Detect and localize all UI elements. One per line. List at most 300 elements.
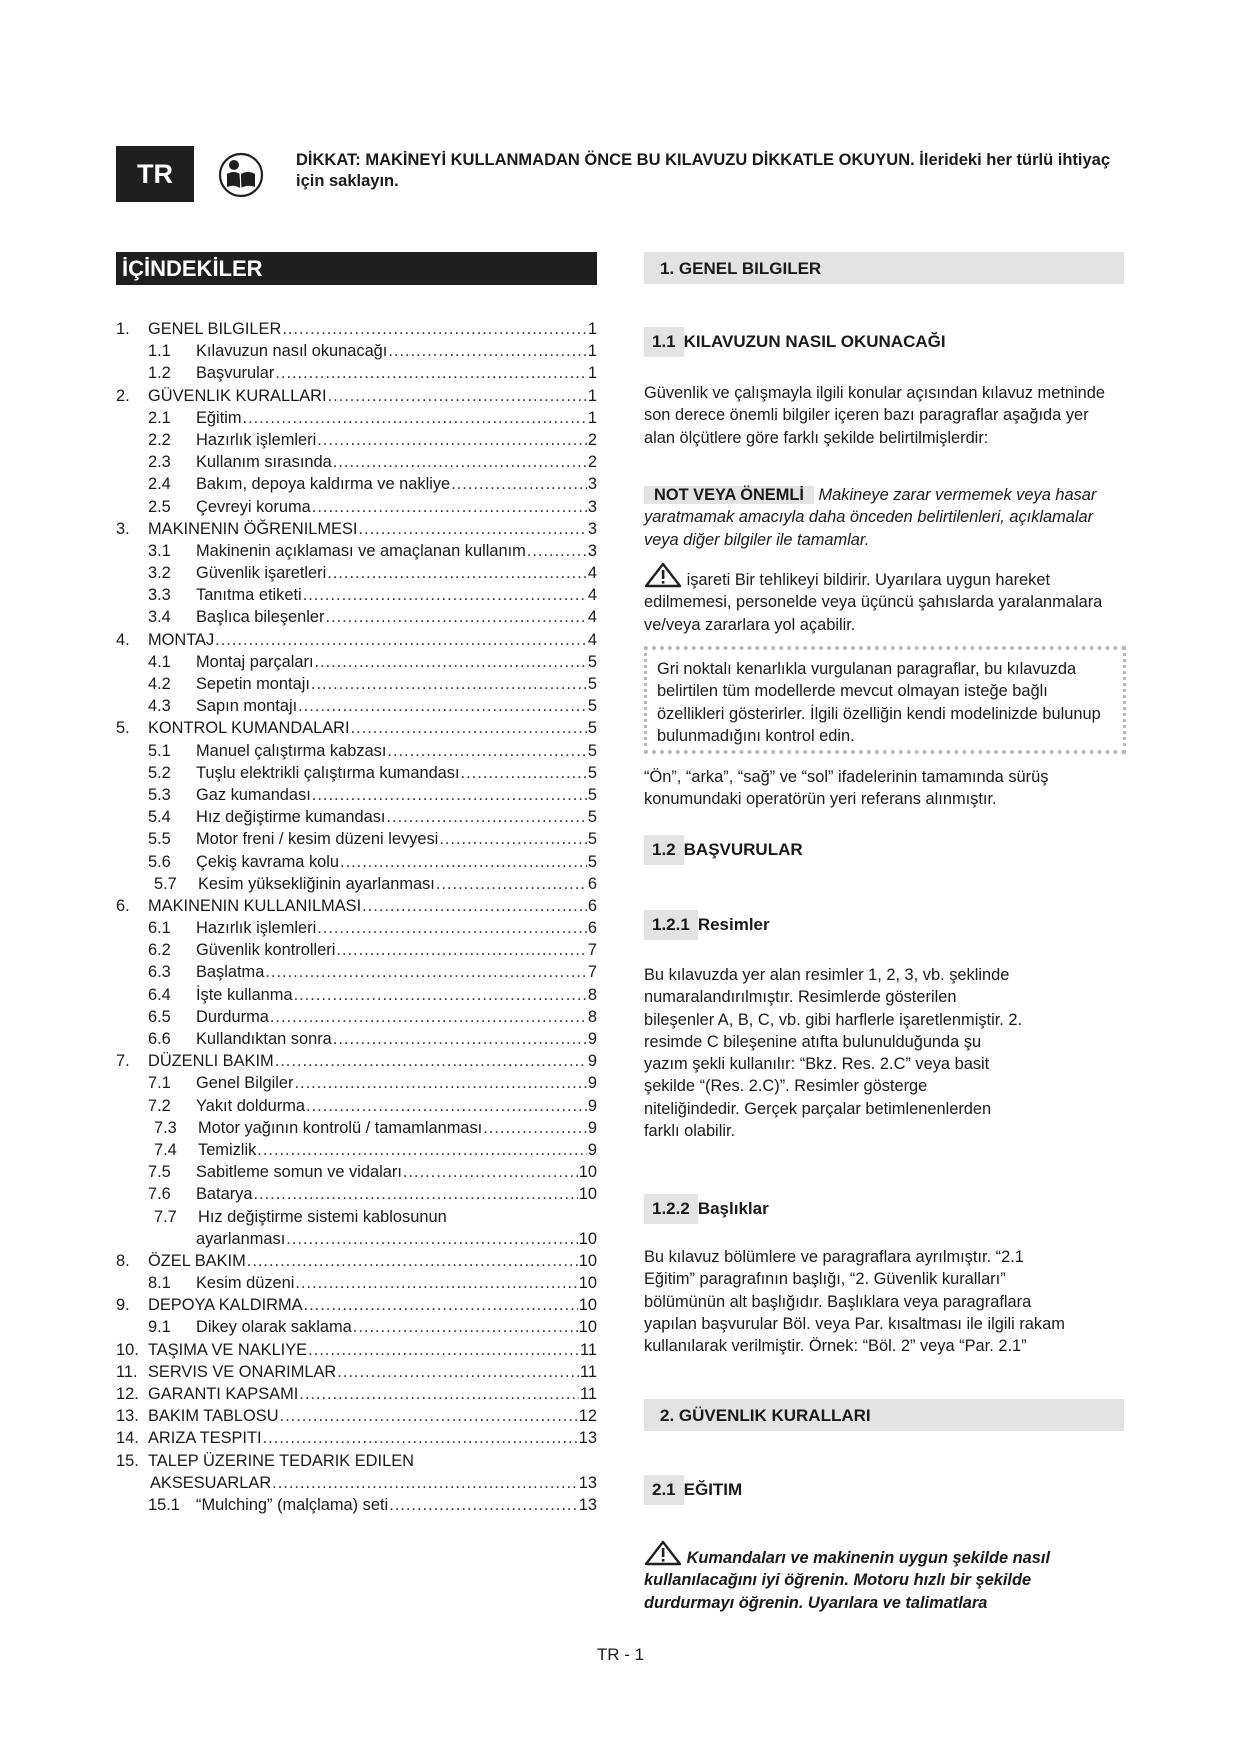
toc-entry-number: 7. xyxy=(116,1052,130,1071)
toc-entry xyxy=(116,1474,597,1496)
toc-entry-number: 6.1 xyxy=(148,919,171,938)
toc-entry-number: 6.6 xyxy=(148,1030,171,1048)
toc-entry xyxy=(116,963,597,985)
toc-entry xyxy=(116,1030,597,1052)
toc-leader-dots xyxy=(295,1274,577,1293)
toc-entry-label: DEPOYA KALDIRMA xyxy=(148,1296,303,1315)
toc-entry-page: 1 xyxy=(587,386,597,405)
toc-entry-page: 11 xyxy=(579,1385,597,1403)
toc-entry-label: Gaz kumandası xyxy=(196,785,311,804)
toc-entry-number: 4.3 xyxy=(148,697,171,716)
toc-entry-number: 3.3 xyxy=(148,586,171,605)
toc-entry-page: 4 xyxy=(587,630,597,649)
toc-entry-label: Montaj parçaları xyxy=(196,652,314,671)
toc-entry-label: Bakım, depoya kaldırma ve nakliye xyxy=(196,475,451,494)
toc-leader-dots xyxy=(483,1119,587,1138)
toc-leader-dots xyxy=(358,520,586,539)
toc-leader-dots xyxy=(275,364,587,383)
section-title: EĞITIM xyxy=(683,1480,743,1499)
toc-entry-number: 8.1 xyxy=(148,1274,171,1293)
toc-entry-label: Sabitleme somun ve vidaları xyxy=(196,1163,402,1182)
toc-entry-number: 13. xyxy=(116,1407,139,1426)
toc-entry-page: 5 xyxy=(587,719,597,738)
toc-entry-number: 5.6 xyxy=(148,852,171,871)
read-manual-icon xyxy=(218,152,264,198)
toc-entry-number: 9. xyxy=(116,1296,130,1315)
toc-entry-label: Başlıca bileşenler xyxy=(196,608,325,627)
toc-entry xyxy=(116,320,597,342)
toc-entry-page: 5 xyxy=(587,763,597,782)
toc-entry-page: 10 xyxy=(578,1251,597,1270)
section-1-2-heading xyxy=(644,835,803,865)
toc-entry-label: GÜVENLIK KURALLARI xyxy=(148,386,327,405)
toc-entry-number: 15.1 xyxy=(148,1495,180,1514)
toc-leader-dots xyxy=(387,742,586,761)
toc-leader-dots xyxy=(304,1296,578,1315)
toc-entry-page: 10 xyxy=(578,1163,597,1182)
toc-entry xyxy=(116,342,597,364)
toc-entry xyxy=(116,1363,597,1385)
toc-entry-number: 1. xyxy=(116,320,130,338)
toc-entry-number: 7.5 xyxy=(148,1163,171,1182)
toc-entry xyxy=(116,631,597,653)
toc-leader-dots xyxy=(317,431,587,450)
toc-entry xyxy=(116,786,597,808)
toc-leader-dots xyxy=(280,1407,578,1426)
toc-entry-label: Temizlik xyxy=(198,1140,257,1159)
toc-entry xyxy=(116,653,597,675)
section-1-2-2-heading xyxy=(644,1194,769,1224)
toc-entry-number: 3.1 xyxy=(148,541,171,560)
toc-leader-dots xyxy=(317,919,587,938)
toc-entry-page: 3 xyxy=(587,541,597,560)
toc-leader-dots xyxy=(257,1141,587,1160)
toc-entry-number: 9.1 xyxy=(148,1318,171,1337)
toc-entry-page: 4 xyxy=(587,564,597,583)
toc-leader-dots xyxy=(282,320,587,339)
section-number: 1.2 xyxy=(644,835,684,865)
toc-entry-label: Makinenin açıklaması ve amaçlanan kullanım xyxy=(196,541,526,560)
section-title: KILAVUZUN NASIL OKUNACAĞI xyxy=(683,332,946,351)
training-warning-text: Kumandaları ve makinenin uygun şekilde nasıl kullanılacağını iyi öğrenin. Motoru hızlı bir şekilde durdurmayı öğrenin. Uyarılara ve talimatlara xyxy=(644,1549,1051,1612)
toc-leader-dots xyxy=(275,1052,587,1071)
toc-entry-number: 14. xyxy=(116,1429,139,1448)
toc-entry-page: 8 xyxy=(587,1007,597,1026)
toc-entry-page: 5 xyxy=(587,697,597,716)
toc-entry-number: 10. xyxy=(116,1340,139,1359)
toc-entry xyxy=(116,853,597,875)
section-2-heading: 2. GÜVENLIK KURALLARI xyxy=(644,1399,1124,1431)
toc-entry-page: 5 xyxy=(587,652,597,671)
page-number: TR - 1 xyxy=(596,1645,645,1664)
toc-entry xyxy=(116,364,597,386)
toc-entry xyxy=(116,986,597,1008)
orientation-paragraph: “Ön”, “arka”, “sağ” ve “sol” ifadelerinin tamamında sürüş konumundaki operatörün yeri referans alınmıştır. xyxy=(644,768,1049,809)
toc-leader-dots xyxy=(439,830,587,849)
toc-entry-label: Motor yağının kontrolü / tamamlanması xyxy=(198,1118,483,1137)
figures-paragraph: Bu kılavuzda yer alan resimler 1, 2, 3, vb. şeklinde numaralandırılmıştır. Resimlerde gösterilen bileşenler A, B, C, vb. gibi harflerle işaretlenmiştir. 2. resimde C bileşenine atıfta bulunulduğunda şu yazım şekli kullanılır: “Bkz. Res. 2.C” veya basit şekilde “(Res. 2.C)”. Resimler gösterge niteliğindedir. Gerçek parçalar betimlenenlerden farklı olabilir. xyxy=(644,966,1023,1141)
toc-entry xyxy=(116,542,597,564)
toc-title: İÇİNDEKİLER xyxy=(116,252,597,285)
toc-entry-page: 9 xyxy=(587,1118,597,1137)
toc-entry-label: Durdurma xyxy=(196,1007,269,1026)
toc-entry-page: 6 xyxy=(587,896,597,915)
toc-entry-label: Sapın montajı xyxy=(196,697,298,716)
toc-entry xyxy=(116,387,597,409)
toc-entry-label: TAŞIMA VE NAKLIYE xyxy=(148,1340,308,1359)
toc-entry xyxy=(116,1429,597,1451)
toc-leader-dots xyxy=(388,342,587,361)
toc-entry-number: 15. xyxy=(116,1451,139,1470)
section-number: 2.1 xyxy=(644,1475,684,1505)
toc-entry-number: 8. xyxy=(116,1251,130,1270)
toc-entry-page: 9 xyxy=(587,1074,597,1093)
toc-entry-label: ayarlanması xyxy=(196,1229,286,1248)
toc-leader-dots xyxy=(294,1074,586,1093)
toc-entry xyxy=(116,941,597,963)
toc-entry xyxy=(116,409,597,431)
toc-entry-number: 2.1 xyxy=(148,408,171,427)
toc-entry xyxy=(116,1496,597,1518)
toc-entry xyxy=(116,1341,597,1363)
toc-entry-page: 10 xyxy=(578,1318,597,1337)
toc-leader-dots xyxy=(254,1185,578,1204)
toc-entry-page: 5 xyxy=(587,741,597,760)
toc-entry-page: 7 xyxy=(587,941,597,960)
toc-entry-number: 7.3 xyxy=(154,1118,177,1137)
section-number: 1.1 xyxy=(644,327,684,357)
toc-entry-number: 4. xyxy=(116,630,130,649)
toc-entry-page: 6 xyxy=(587,874,597,893)
toc-leader-dots xyxy=(403,1163,578,1182)
toc-entry xyxy=(116,608,597,630)
toc-entry-number: 4.1 xyxy=(148,652,171,671)
toc-entry-number: 5.2 xyxy=(148,763,171,782)
toc-entry-page: 5 xyxy=(587,830,597,849)
toc-entry-label: GENEL BILGILER xyxy=(148,320,282,338)
toc-entry-label: Başlatma xyxy=(196,963,265,982)
toc-entry xyxy=(116,697,597,719)
warning-paragraph xyxy=(644,562,1124,636)
toc-entry-number: 4.2 xyxy=(148,675,171,693)
toc-entry-number: 5.7 xyxy=(154,874,177,893)
toc-entry-label: Başvurular xyxy=(196,364,275,383)
toc-entry xyxy=(116,1008,597,1030)
toc-leader-dots xyxy=(247,1252,578,1271)
toc-entry-label: Tuşlu elektrikli çalıştırma kumandası xyxy=(196,763,460,782)
toc-entry-label: Çekiş kavrama kolu xyxy=(196,852,340,871)
toc-entry-page: 5 xyxy=(587,808,597,827)
toc-leader-dots xyxy=(299,1385,579,1404)
toc-entry-number: 7.2 xyxy=(148,1096,171,1115)
toc-leader-dots xyxy=(306,1097,587,1116)
toc-entry-page: 10 xyxy=(578,1229,597,1248)
toc-entry xyxy=(116,1185,597,1207)
toc-entry xyxy=(116,1208,597,1230)
section-number: 1.2.1 xyxy=(644,910,698,940)
toc-entry-number: 6.4 xyxy=(148,985,171,1004)
toc-entry-page: 3 xyxy=(587,475,597,494)
toc-entry-page: 13 xyxy=(578,1495,597,1514)
toc-leader-dots xyxy=(527,542,587,561)
toc-entry-number: 7.4 xyxy=(154,1140,177,1159)
section-1-heading: 1. GENEL BILGILER xyxy=(644,252,1124,284)
toc-leader-dots xyxy=(461,764,587,783)
toc-entry-label: MONTAJ xyxy=(148,630,215,649)
toc-entry-page: 10 xyxy=(578,1274,597,1293)
toc-leader-dots xyxy=(270,1008,587,1027)
toc-leader-dots xyxy=(265,963,587,982)
toc-entry-label: MAKINENIN KULLANILMASI xyxy=(148,896,362,915)
toc-entry-label: ÖZEL BAKIM xyxy=(148,1251,246,1270)
toc-entry xyxy=(116,520,597,542)
toc-entry-page: 3 xyxy=(587,519,597,538)
optional-features-box xyxy=(644,646,1126,754)
toc-entry-page: 3 xyxy=(587,497,597,516)
toc-entry xyxy=(116,586,597,608)
toc-leader-dots xyxy=(362,897,587,916)
toc-entry xyxy=(116,498,597,520)
toc-entry-page: 9 xyxy=(587,1140,597,1159)
optional-features-text: Gri noktalı kenarlıkla vurgulanan paragraflar, bu kılavuzda belirtilen tüm modellerde mevcut olmayan isteğe bağlı özellikleri gösterirler. İlgili özelliğin kendi modelinizde bulunup bulunmadığını kontrol edin. xyxy=(657,660,1101,745)
toc-entry-number: 3.2 xyxy=(148,564,171,583)
toc-entry-page: 5 xyxy=(587,785,597,804)
toc-entry-label: TALEP ÜZERINE TEDARIK EDILEN xyxy=(148,1451,414,1470)
toc-entry-number: 3.4 xyxy=(148,608,171,627)
toc-entry xyxy=(116,1074,597,1096)
toc-entry xyxy=(116,1097,597,1119)
toc-entry-label: BAKIM TABLOSU xyxy=(148,1407,279,1426)
toc-entry-label: Manuel çalıştırma kabzası xyxy=(196,741,387,760)
toc-entry-label: Batarya xyxy=(196,1185,253,1204)
toc-leader-dots xyxy=(325,608,586,627)
toc-entry xyxy=(116,875,597,897)
toc-entry-page: 2 xyxy=(587,430,597,449)
toc-entry-label: Güvenlik kontrolleri xyxy=(196,941,336,960)
toc-leader-dots xyxy=(336,941,586,960)
toc-entry-label: Dikey olarak saklama xyxy=(196,1318,352,1337)
toc-entry-label: Yakıt doldurma xyxy=(196,1096,306,1115)
toc-entry-number: 5. xyxy=(116,719,130,738)
toc-entry-number: 1.1 xyxy=(148,342,171,361)
toc-entry xyxy=(116,1163,597,1185)
toc-leader-dots xyxy=(272,1474,578,1493)
toc-entry xyxy=(116,1385,597,1407)
toc-entry-number: 1.2 xyxy=(148,364,171,383)
toc-leader-dots xyxy=(294,986,587,1005)
toc-leader-dots xyxy=(340,853,587,872)
toc-leader-dots xyxy=(436,875,587,894)
toc-entry-number: 6.3 xyxy=(148,963,171,982)
toc-entry-label: Hız değiştirme sistemi kablosunun xyxy=(198,1207,447,1226)
toc-entry-number: 3. xyxy=(116,519,130,538)
toc-entry-number: 6. xyxy=(116,896,130,915)
toc-entry-number: 5.5 xyxy=(148,830,171,849)
toc-entry-label: AKSESUARLAR xyxy=(150,1473,272,1492)
toc-entry-page: 4 xyxy=(587,586,597,605)
toc-entry xyxy=(116,1296,597,1318)
section-title: BAŞVURULAR xyxy=(683,840,803,859)
toc-entry-label: Kesim düzeni xyxy=(196,1274,295,1293)
toc-entry-label: Kullandıktan sonra xyxy=(196,1030,332,1048)
toc-entry xyxy=(116,475,597,497)
toc-entry xyxy=(116,1407,597,1429)
toc-entry xyxy=(116,1230,597,1252)
toc-entry-page: 1 xyxy=(587,320,597,338)
toc-entry xyxy=(116,1052,597,1074)
toc-entry-label: Motor freni / kesim düzeni levyesi xyxy=(196,830,439,849)
section-2-1-heading xyxy=(644,1475,742,1505)
toc-entry-label: İşte kullanma xyxy=(196,985,293,1004)
training-warning-paragraph xyxy=(644,1540,1084,1614)
toc-leader-dots xyxy=(308,1341,579,1360)
toc-entry xyxy=(116,564,597,586)
toc-entry-page: 9 xyxy=(587,1030,597,1048)
section-number: 1.2.2 xyxy=(644,1194,698,1224)
toc-entry-label: Tanıtma etiketi xyxy=(196,586,302,605)
toc-leader-dots xyxy=(353,1318,578,1337)
toc-entry-label: Hazırlık işlemleri xyxy=(196,919,317,938)
toc-entry xyxy=(116,830,597,852)
toc-entry-number: 5.4 xyxy=(148,808,171,827)
section-1-1-heading xyxy=(644,327,946,357)
toc-entry-label: Kılavuzun nasıl okunacağı xyxy=(196,342,388,361)
toc-leader-dots xyxy=(328,387,587,406)
toc-entry-number: 12. xyxy=(116,1385,139,1403)
toc-leader-dots xyxy=(333,1030,587,1049)
toc-entry xyxy=(116,431,597,453)
toc-leader-dots xyxy=(298,697,587,716)
toc-entry-label: ARIZA TESPITI xyxy=(148,1429,262,1448)
toc-entry-label: Hız değiştirme kumandası xyxy=(196,808,386,827)
toc-leader-dots xyxy=(215,631,587,650)
toc-entry-page: 13 xyxy=(578,1429,597,1448)
toc-entry-page: 6 xyxy=(587,919,597,938)
toc-leader-dots xyxy=(303,586,587,605)
toc-entry-page: 11 xyxy=(579,1340,597,1359)
toc-leader-dots xyxy=(386,808,586,827)
toc-entry-page: 1 xyxy=(587,342,597,361)
toc-entry-number: 7.1 xyxy=(148,1074,171,1093)
toc-entry-label: MAKINENIN ÖĞRENILMESI xyxy=(148,519,358,538)
toc-entry-number: 2. xyxy=(116,386,130,405)
toc-entry-page: 10 xyxy=(578,1185,597,1204)
toc-leader-dots xyxy=(351,719,587,738)
toc-entry-number: 7.7 xyxy=(154,1207,177,1226)
intro-paragraph: Güvenlik ve çalışmayla ilgili konular açısından kılavuz metninde son derece önemli bilgiler içeren bazı paragraflar aşağıda yer alan ölçütlere göre farklı şekilde belirtilmişlerdir: xyxy=(644,384,1105,447)
toc-entry xyxy=(116,742,597,764)
toc-entry-label: Hazırlık işlemleri xyxy=(196,430,317,449)
toc-entry-number: 11. xyxy=(116,1362,138,1381)
toc-entry-number: 5.1 xyxy=(148,741,171,760)
toc-entry-number: 2.4 xyxy=(148,475,171,494)
toc-entry-label: Güvenlik işaretleri xyxy=(196,564,327,583)
toc-entry-page: 1 xyxy=(587,408,597,427)
toc-entry xyxy=(116,764,597,786)
toc-entry-page: 10 xyxy=(578,1296,597,1315)
toc-leader-dots xyxy=(243,409,587,428)
toc-entry xyxy=(116,719,597,741)
toc-entry-label: Kullanım sırasında xyxy=(196,453,332,472)
toc-entry-label: Kesim yüksekliğinin ayarlanması xyxy=(198,874,435,893)
toc-entry-label: Sepetin montajı xyxy=(196,675,310,693)
section-title: Başlıklar xyxy=(697,1199,769,1218)
section-title: Resimler xyxy=(697,915,770,934)
toc-entry-page: 2 xyxy=(587,453,597,472)
toc-entry-page: 7 xyxy=(587,963,597,982)
toc-entry xyxy=(116,1452,597,1474)
note-text: Makineye zarar vermemek veya hasar yaratmamak amacıyla daha önceden belirtilenleri, açıklamalar veya diğer bilgiler ile tamamlar. xyxy=(644,486,1097,549)
toc-entry-label: “Mulching” (malçlama) seti xyxy=(196,1495,389,1514)
toc-entry-label: Eğitim xyxy=(196,408,242,427)
toc-entry-number: 6.5 xyxy=(148,1007,171,1026)
toc-entry xyxy=(116,1252,597,1274)
toc-entry xyxy=(116,897,597,919)
toc-leader-dots xyxy=(312,786,587,805)
toc-leader-dots xyxy=(312,498,587,517)
toc-leader-dots xyxy=(451,475,587,494)
toc-entry-label: GARANTI KAPSAMI xyxy=(148,1385,299,1403)
toc-entry-number: 2.2 xyxy=(148,430,171,449)
toc-entry-page: 11 xyxy=(579,1362,597,1381)
toc-entry xyxy=(116,1318,597,1340)
warning-triangle-icon xyxy=(644,562,682,588)
toc-leader-dots xyxy=(315,653,587,672)
toc-entry xyxy=(116,1141,597,1163)
toc-entry xyxy=(116,919,597,941)
toc-entry-page: 9 xyxy=(587,1052,597,1071)
toc-leader-dots xyxy=(337,1363,579,1382)
toc-entry xyxy=(116,1274,597,1296)
toc-leader-dots xyxy=(389,1496,578,1515)
toc-entry-label: DÜZENLI BAKIM xyxy=(148,1052,274,1071)
headings-paragraph: Bu kılavuz bölümlere ve paragraflara ayrılmıştır. “2.1 Eğitim” paragrafının başlığı, “2. Güvenlik kuralları” bölümünün alt başlığıdır. Başlıklara veya paragraflara yapılan başvurular Böl. veya Par. kısaltması ile ilgili rakam kullanılarak verilmiştir. Örnek: “Böl. 2” veya “Par. 2.1” xyxy=(644,1248,1065,1356)
toc-entry xyxy=(116,675,597,697)
toc-entry-label: Genel Bilgiler xyxy=(196,1074,294,1093)
toc-entry-page: 8 xyxy=(587,985,597,1004)
toc-entry-page: 1 xyxy=(587,364,597,383)
language-badge: TR xyxy=(116,146,194,202)
toc-entry-page: 12 xyxy=(578,1407,597,1426)
toc-leader-dots xyxy=(286,1230,577,1249)
warning-text: işareti Bir tehlikeyi bildirir. Uyarılara uygun hareket edilmemesi, personelde veya üçüncü şahıslarda yaralanmalara ve/veya zararlara yol açabilir. xyxy=(644,571,1103,634)
toc-leader-dots xyxy=(263,1429,578,1448)
toc-entry-label: Çevreyi koruma xyxy=(196,497,311,516)
toc-leader-dots xyxy=(327,564,587,583)
toc-entry-number: 2.5 xyxy=(148,497,171,516)
toc-entry-page: 9 xyxy=(587,1096,597,1115)
toc-leader-dots xyxy=(333,453,587,472)
toc-entry xyxy=(116,1119,597,1141)
toc-entry xyxy=(116,808,597,830)
toc-entry-number: 5.3 xyxy=(148,785,171,804)
toc-entry-number: 7.6 xyxy=(148,1185,171,1204)
toc-entry-label: SERVIS VE ONARIMLAR xyxy=(148,1362,337,1381)
toc-entry-number: 2.3 xyxy=(148,453,171,472)
note-label: NOT VEYA ÖNEMLİ xyxy=(644,486,814,504)
table-of-contents xyxy=(116,320,597,1518)
toc-entry-label: KONTROL KUMANDALARI xyxy=(148,719,350,738)
toc-entry-page: 5 xyxy=(587,675,597,693)
warning-triangle-icon xyxy=(644,1540,682,1566)
toc-entry-page: 13 xyxy=(578,1473,597,1492)
section-1-2-1-heading xyxy=(644,910,770,940)
safety-warning-heading: DİKKAT: MAKİNEYİ KULLANMADAN ÖNCE BU KILAVUZU DİKKATLE OKUYUN. İlerideki her türlü ihtiyaç için saklayın. xyxy=(296,151,1111,190)
toc-entry-number: 6.2 xyxy=(148,941,171,960)
toc-leader-dots xyxy=(311,675,587,694)
toc-entry xyxy=(116,453,597,475)
toc-entry-page: 4 xyxy=(587,608,597,627)
